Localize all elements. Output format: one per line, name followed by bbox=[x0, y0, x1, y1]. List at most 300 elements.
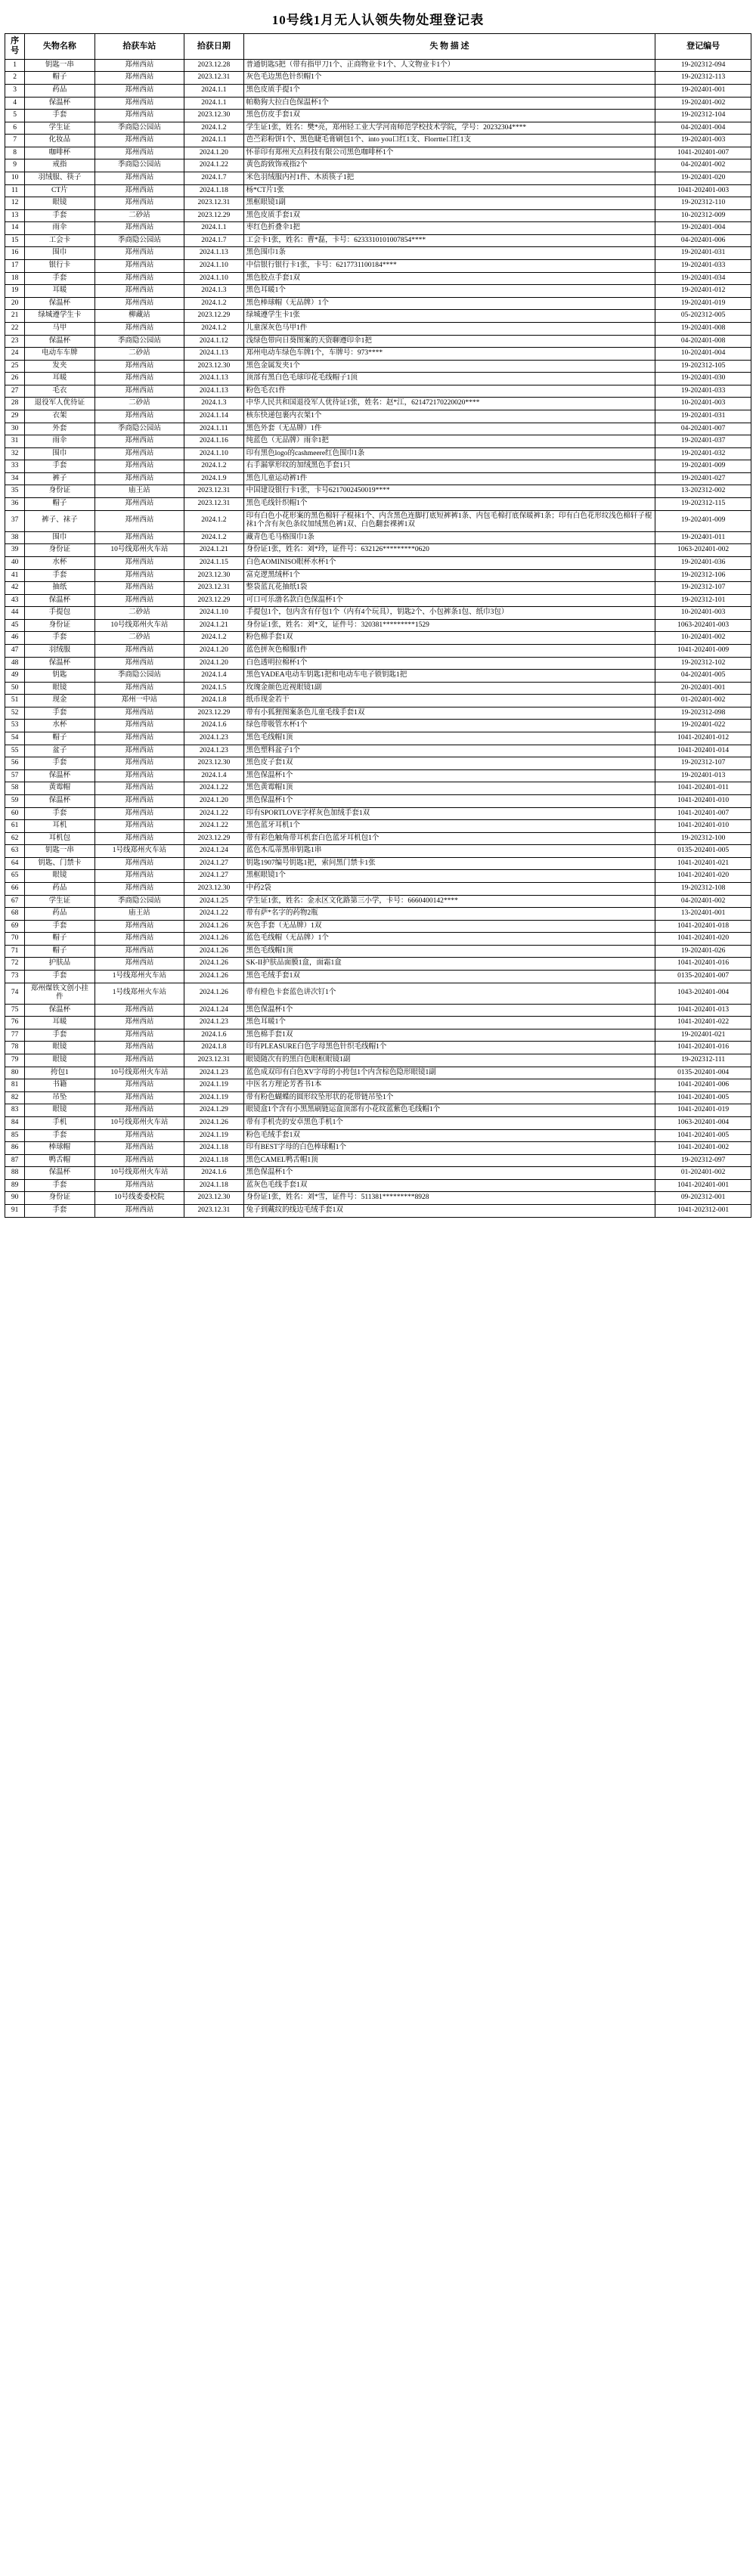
cell-item-name: 外套 bbox=[25, 423, 94, 435]
cell-item-name: 保温杯 bbox=[25, 769, 94, 782]
cell-description: 带有橙色卡套蓝色讲次钉1个 bbox=[243, 983, 655, 1004]
cell-date: 2024.1.10 bbox=[184, 260, 243, 273]
cell-index: 33 bbox=[5, 460, 25, 473]
cell-reg-number: 1041-202401-009 bbox=[655, 644, 751, 657]
cell-description: 粉色毛衣1件 bbox=[243, 385, 655, 398]
table-row bbox=[5, 385, 751, 398]
cell-reg-number: 1041-202401-016 bbox=[655, 958, 751, 971]
cell-index: 12 bbox=[5, 197, 25, 210]
cell-description: 钥匙1907编号钥匙1把，索问黑门禁卡1张 bbox=[243, 857, 655, 870]
cell-date: 2024.1.2 bbox=[184, 510, 243, 531]
cell-index: 83 bbox=[5, 1104, 25, 1117]
cell-description: 印有BEST字母的白色棒球帽1个 bbox=[243, 1142, 655, 1155]
cell-index: 14 bbox=[5, 222, 25, 235]
table-row bbox=[5, 820, 751, 833]
cell-reg-number: 19-202401-008 bbox=[655, 322, 751, 335]
cell-reg-number: 19-202312-115 bbox=[655, 498, 751, 511]
table-row bbox=[5, 272, 751, 285]
cell-item-name: 保温杯 bbox=[25, 297, 94, 310]
cell-station: 郑州西站 bbox=[94, 1017, 184, 1029]
cell-reg-number: 19-202312-110 bbox=[655, 197, 751, 210]
cell-item-name: 挎包1 bbox=[25, 1067, 94, 1079]
cell-reg-number: 19-202312-107 bbox=[655, 582, 751, 595]
table-row bbox=[5, 870, 751, 883]
cell-reg-number: 1041-202401-016 bbox=[655, 1042, 751, 1054]
cell-station: 郑州西站 bbox=[94, 794, 184, 807]
cell-description: 黑色保温杯1个 bbox=[243, 1004, 655, 1017]
cell-item-name: 身份证 bbox=[25, 1192, 94, 1205]
cell-station: 郑州西站 bbox=[94, 958, 184, 971]
cell-item-name: 钥匙一串 bbox=[25, 59, 94, 72]
table-row bbox=[5, 1129, 751, 1142]
cell-reg-number: 1041-202401-005 bbox=[655, 1091, 751, 1104]
cell-item-name: 钥匙、门禁卡 bbox=[25, 857, 94, 870]
cell-station: 郑州西站 bbox=[94, 682, 184, 695]
cell-index: 63 bbox=[5, 845, 25, 858]
cell-description: 蓝色成双印有白色XV字母的小挎包1个内含棕色隐形眼镜1副 bbox=[243, 1067, 655, 1079]
cell-index: 6 bbox=[5, 122, 25, 135]
table-row bbox=[5, 582, 751, 595]
cell-item-name: 鸭舌帽 bbox=[25, 1154, 94, 1167]
cell-index: 39 bbox=[5, 544, 25, 557]
cell-reg-number: 19-202401-034 bbox=[655, 272, 751, 285]
cell-reg-number: 1041-202401-007 bbox=[655, 147, 751, 159]
cell-date: 2024.1.20 bbox=[184, 794, 243, 807]
cell-index: 79 bbox=[5, 1054, 25, 1067]
cell-index: 31 bbox=[5, 435, 25, 448]
cell-date: 2023.12.31 bbox=[184, 1205, 243, 1218]
cell-item-name: 耳暖 bbox=[25, 373, 94, 385]
column-header-station: 拾获车站 bbox=[94, 34, 184, 60]
cell-description: 印有黑色logo的cashmeere红色围巾1条 bbox=[243, 447, 655, 460]
cell-description: 绿城遵学生卡1张 bbox=[243, 310, 655, 323]
table-row bbox=[5, 447, 751, 460]
cell-station: 郑州西站 bbox=[94, 460, 184, 473]
cell-index: 51 bbox=[5, 695, 25, 707]
cell-station: 郑州西站 bbox=[94, 172, 184, 185]
cell-reg-number: 19-202401-036 bbox=[655, 556, 751, 569]
cell-date: 2024.1.2 bbox=[184, 297, 243, 310]
cell-item-name: 帽子 bbox=[25, 933, 94, 946]
cell-date: 2024.1.23 bbox=[184, 732, 243, 745]
cell-station: 郑州西站 bbox=[94, 769, 184, 782]
cell-station: 郑州西站 bbox=[94, 882, 184, 895]
cell-description: 蓝灰色毛线手套1双 bbox=[243, 1179, 655, 1192]
cell-description: 中医名方理论芳香书1本 bbox=[243, 1079, 655, 1092]
cell-index: 41 bbox=[5, 569, 25, 582]
cell-station: 季商隐公园站 bbox=[94, 895, 184, 908]
cell-description: 黑色耳暖1个 bbox=[243, 1017, 655, 1029]
cell-date: 2024.1.11 bbox=[184, 423, 243, 435]
column-header-item-name: 失物名称 bbox=[25, 34, 94, 60]
table-row bbox=[5, 569, 751, 582]
cell-date: 2024.1.7 bbox=[184, 234, 243, 247]
table-row bbox=[5, 594, 751, 607]
cell-description: 顶部有黑白色毛球印花毛线帽子1顶 bbox=[243, 373, 655, 385]
cell-index: 26 bbox=[5, 373, 25, 385]
cell-item-name: 药品 bbox=[25, 84, 94, 97]
cell-reg-number: 1043-202401-004 bbox=[655, 983, 751, 1004]
cell-description: 黑色皮子套1双 bbox=[243, 757, 655, 770]
cell-station: 郑州西站 bbox=[94, 1079, 184, 1092]
cell-station: 郑州西站 bbox=[94, 1142, 184, 1155]
cell-station: 郑州一中站 bbox=[94, 695, 184, 707]
cell-date: 2024.1.26 bbox=[184, 920, 243, 933]
cell-description: 带有手机壳的安卓黑色手机1个 bbox=[243, 1116, 655, 1129]
cell-station: 郑州西站 bbox=[94, 870, 184, 883]
cell-reg-number: 19-202401-022 bbox=[655, 720, 751, 732]
cell-description: 黑框眼镜1个 bbox=[243, 870, 655, 883]
cell-description: 藏青色毛马格围巾1条 bbox=[243, 531, 655, 544]
cell-index: 59 bbox=[5, 794, 25, 807]
cell-station: 郑州西站 bbox=[94, 260, 184, 273]
cell-date: 2023.12.30 bbox=[184, 882, 243, 895]
cell-item-name: 水杯 bbox=[25, 556, 94, 569]
cell-reg-number: 1041-202401-003 bbox=[655, 184, 751, 197]
cell-index: 86 bbox=[5, 1142, 25, 1155]
cell-item-name: 手套 bbox=[25, 920, 94, 933]
cell-station: 郑州西站 bbox=[94, 745, 184, 757]
cell-index: 72 bbox=[5, 958, 25, 971]
cell-station: 1号线郑州火车站 bbox=[94, 845, 184, 858]
cell-index: 22 bbox=[5, 322, 25, 335]
cell-index: 30 bbox=[5, 423, 25, 435]
cell-description: 核东快递包裹内衣架1个 bbox=[243, 410, 655, 423]
cell-station: 10号线郑州火车站 bbox=[94, 619, 184, 632]
cell-description: 学生证1张，姓名：金永区文化路第三小学，卡号：6660400142**** bbox=[243, 895, 655, 908]
cell-description: 黑色胶点手套1双 bbox=[243, 272, 655, 285]
cell-date: 2023.12.31 bbox=[184, 1054, 243, 1067]
cell-station: 郑州西站 bbox=[94, 657, 184, 670]
cell-description: 身份证1张，姓名：刘*玲，证件号：632126*********0620 bbox=[243, 544, 655, 557]
cell-station: 二砂站 bbox=[94, 348, 184, 361]
cell-date: 2024.1.1 bbox=[184, 222, 243, 235]
cell-index: 7 bbox=[5, 135, 25, 147]
cell-description: 身份证1张，姓名：刘*雪，证件号：511381*********8928 bbox=[243, 1192, 655, 1205]
cell-reg-number: 04-202401-007 bbox=[655, 423, 751, 435]
cell-description: 黑色毛线针织帽1个 bbox=[243, 498, 655, 511]
cell-date: 2024.1.22 bbox=[184, 782, 243, 795]
cell-index: 71 bbox=[5, 945, 25, 958]
cell-index: 1 bbox=[5, 59, 25, 72]
cell-description: 学生证1张，姓名：樊*亮，郑州轻工业大学河南师范学校技术学院，学号：20232304**** bbox=[243, 122, 655, 135]
cell-item-name: 身份证 bbox=[25, 485, 94, 498]
cell-date: 2024.1.25 bbox=[184, 895, 243, 908]
cell-index: 78 bbox=[5, 1042, 25, 1054]
cell-description: 儿童深灰色马甲1件 bbox=[243, 322, 655, 335]
table-row bbox=[5, 1142, 751, 1155]
cell-date: 2023.12.31 bbox=[184, 197, 243, 210]
cell-reg-number: 1063-202401-004 bbox=[655, 1116, 751, 1129]
cell-index: 13 bbox=[5, 209, 25, 222]
cell-index: 77 bbox=[5, 1029, 25, 1042]
cell-reg-number: 19-202401-032 bbox=[655, 447, 751, 460]
cell-description: 可口可乐渤名款白色保温杯1个 bbox=[243, 594, 655, 607]
cell-reg-number: 19-202312-111 bbox=[655, 1054, 751, 1067]
cell-description: 黑色黄霉帽1顶 bbox=[243, 782, 655, 795]
cell-index: 57 bbox=[5, 769, 25, 782]
cell-item-name: 手套 bbox=[25, 1129, 94, 1142]
cell-description: 黑色毛线帽1顶 bbox=[243, 945, 655, 958]
table-row bbox=[5, 260, 751, 273]
table-row bbox=[5, 958, 751, 971]
cell-item-name: 身份证 bbox=[25, 544, 94, 557]
cell-description: 黑色耳暖1个 bbox=[243, 285, 655, 298]
cell-index: 5 bbox=[5, 110, 25, 122]
table-row bbox=[5, 234, 751, 247]
cell-date: 2023.12.31 bbox=[184, 485, 243, 498]
cell-reg-number: 19-202401-001 bbox=[655, 84, 751, 97]
cell-index: 54 bbox=[5, 732, 25, 745]
cell-reg-number: 01-202401-002 bbox=[655, 695, 751, 707]
cell-description: 中药2袋 bbox=[243, 882, 655, 895]
cell-date: 2024.1.9 bbox=[184, 472, 243, 485]
cell-index: 3 bbox=[5, 84, 25, 97]
cell-index: 46 bbox=[5, 632, 25, 645]
cell-reg-number: 1041-202401-010 bbox=[655, 820, 751, 833]
cell-item-name: 手套 bbox=[25, 569, 94, 582]
cell-index: 36 bbox=[5, 498, 25, 511]
table-row bbox=[5, 945, 751, 958]
cell-item-name: 盆子 bbox=[25, 745, 94, 757]
cell-date: 2024.1.14 bbox=[184, 410, 243, 423]
cell-item-name: 眼镜 bbox=[25, 1054, 94, 1067]
table-row bbox=[5, 1029, 751, 1042]
cell-date: 2024.1.22 bbox=[184, 908, 243, 921]
table-row bbox=[5, 348, 751, 361]
cell-item-name: 手套 bbox=[25, 757, 94, 770]
cell-index: 50 bbox=[5, 682, 25, 695]
cell-date: 2024.1.22 bbox=[184, 159, 243, 172]
cell-station: 郑州西站 bbox=[94, 373, 184, 385]
cell-index: 28 bbox=[5, 398, 25, 410]
cell-date: 2023.12.30 bbox=[184, 360, 243, 373]
cell-description: 芭苎彩粉饼1个、黑色睫毛膏刷包1个、into you口红1支、Florrtte口红1支 bbox=[243, 135, 655, 147]
cell-date: 2024.1.2 bbox=[184, 322, 243, 335]
cell-index: 23 bbox=[5, 335, 25, 348]
table-row bbox=[5, 460, 751, 473]
cell-item-name: 手套 bbox=[25, 807, 94, 820]
table-row bbox=[5, 1104, 751, 1117]
cell-reg-number: 20-202401-001 bbox=[655, 682, 751, 695]
table-body bbox=[5, 59, 751, 1217]
cell-station: 郑州西站 bbox=[94, 272, 184, 285]
cell-index: 52 bbox=[5, 707, 25, 720]
cell-item-name: 电动车车牌 bbox=[25, 348, 94, 361]
cell-reg-number: 1041-202401-018 bbox=[655, 920, 751, 933]
cell-date: 2024.1.16 bbox=[184, 435, 243, 448]
table-row bbox=[5, 632, 751, 645]
cell-index: 37 bbox=[5, 510, 25, 531]
cell-station: 郑州西站 bbox=[94, 920, 184, 933]
cell-date: 2023.12.31 bbox=[184, 498, 243, 511]
table-row bbox=[5, 895, 751, 908]
cell-index: 90 bbox=[5, 1192, 25, 1205]
cell-reg-number: 1063-202401-002 bbox=[655, 544, 751, 557]
table-row bbox=[5, 757, 751, 770]
table-row bbox=[5, 556, 751, 569]
cell-station: 郑州西站 bbox=[94, 1205, 184, 1218]
cell-item-name: 帽子 bbox=[25, 945, 94, 958]
table-row bbox=[5, 84, 751, 97]
cell-reg-number: 0135-202401-005 bbox=[655, 845, 751, 858]
cell-reg-number: 04-202401-008 bbox=[655, 335, 751, 348]
table-row bbox=[5, 59, 751, 72]
cell-description: 灰色手套（无品牌）1双 bbox=[243, 920, 655, 933]
cell-station: 二砂站 bbox=[94, 209, 184, 222]
cell-reg-number: 13-202401-001 bbox=[655, 908, 751, 921]
cell-station: 柳藏站 bbox=[94, 310, 184, 323]
column-header-index: 序号 bbox=[5, 34, 25, 60]
cell-station: 郑州西站 bbox=[94, 1091, 184, 1104]
table-row bbox=[5, 857, 751, 870]
cell-station: 郑州西站 bbox=[94, 1029, 184, 1042]
cell-station: 郑州西站 bbox=[94, 197, 184, 210]
table-row bbox=[5, 159, 751, 172]
cell-station: 郑州西站 bbox=[94, 222, 184, 235]
column-header-reg-number: 登记编号 bbox=[655, 34, 751, 60]
cell-reg-number: 19-202401-033 bbox=[655, 260, 751, 273]
cell-station: 郑州西站 bbox=[94, 832, 184, 845]
cell-date: 2024.1.23 bbox=[184, 1067, 243, 1079]
cell-reg-number: 1041-202401-021 bbox=[655, 857, 751, 870]
table-row bbox=[5, 335, 751, 348]
cell-date: 2024.1.1 bbox=[184, 97, 243, 110]
cell-description: 黑色棒球帽（无品牌）1个 bbox=[243, 297, 655, 310]
cell-description: 黑色棉手套1双 bbox=[243, 1029, 655, 1042]
cell-date: 2024.1.7 bbox=[184, 172, 243, 185]
cell-station: 郑州西站 bbox=[94, 285, 184, 298]
cell-item-name: 眼镜 bbox=[25, 682, 94, 695]
cell-description: 灰色毛边黑色针织帽1个 bbox=[243, 72, 655, 85]
table-row bbox=[5, 222, 751, 235]
cell-station: 季商隐公园站 bbox=[94, 234, 184, 247]
cell-item-name: 手套 bbox=[25, 707, 94, 720]
cell-index: 68 bbox=[5, 908, 25, 921]
table-row bbox=[5, 285, 751, 298]
cell-station: 季商隐公园站 bbox=[94, 122, 184, 135]
cell-date: 2024.1.19 bbox=[184, 1079, 243, 1092]
cell-station: 季商隐公园站 bbox=[94, 670, 184, 683]
cell-item-name: 雨伞 bbox=[25, 435, 94, 448]
table-row bbox=[5, 122, 751, 135]
cell-date: 2024.1.21 bbox=[184, 544, 243, 557]
cell-reg-number: 19-202401-004 bbox=[655, 222, 751, 235]
cell-reg-number: 1041-202401-010 bbox=[655, 794, 751, 807]
cell-station: 郑州西站 bbox=[94, 1129, 184, 1142]
table-row bbox=[5, 172, 751, 185]
cell-item-name: 保温杯 bbox=[25, 594, 94, 607]
table-row bbox=[5, 1067, 751, 1079]
cell-date: 2023.12.30 bbox=[184, 569, 243, 582]
cell-index: 53 bbox=[5, 720, 25, 732]
table-row bbox=[5, 619, 751, 632]
table-row bbox=[5, 769, 751, 782]
cell-description: 身份证1张，姓名：刘*文，证件号：320381*********1529 bbox=[243, 619, 655, 632]
cell-description: 带有彩色触角带耳机套白色蓝牙耳机包1个 bbox=[243, 832, 655, 845]
table-row bbox=[5, 933, 751, 946]
cell-item-name: 眼镜 bbox=[25, 1104, 94, 1117]
cell-description: 浅绿色带向日葵图案的天资聊遵印伞1把 bbox=[243, 335, 655, 348]
cell-item-name: 绿城遵学生卡 bbox=[25, 310, 94, 323]
cell-date: 2024.1.26 bbox=[184, 958, 243, 971]
table-row bbox=[5, 1042, 751, 1054]
cell-station: 郑州西站 bbox=[94, 569, 184, 582]
cell-item-name: 帽子 bbox=[25, 498, 94, 511]
cell-description: 白色AOMINISO眼杯水杯1个 bbox=[243, 556, 655, 569]
cell-item-name: 药品 bbox=[25, 882, 94, 895]
cell-item-name: 裤子、袜子 bbox=[25, 510, 94, 531]
cell-index: 85 bbox=[5, 1129, 25, 1142]
cell-date: 2024.1.20 bbox=[184, 147, 243, 159]
table-row bbox=[5, 472, 751, 485]
cell-date: 2024.1.4 bbox=[184, 769, 243, 782]
cell-reg-number: 1041-202312-001 bbox=[655, 1205, 751, 1218]
cell-date: 2024.1.4 bbox=[184, 670, 243, 683]
cell-item-name: 马甲 bbox=[25, 322, 94, 335]
cell-reg-number: 04-202401-004 bbox=[655, 122, 751, 135]
cell-description: 郑州电动车绿色车牌1个，车牌号：973**** bbox=[243, 348, 655, 361]
cell-station: 郑州西站 bbox=[94, 1054, 184, 1067]
cell-item-name: 手套 bbox=[25, 632, 94, 645]
table-row bbox=[5, 135, 751, 147]
cell-date: 2024.1.26 bbox=[184, 983, 243, 1004]
cell-index: 69 bbox=[5, 920, 25, 933]
table-row bbox=[5, 1167, 751, 1180]
cell-date: 2024.1.2 bbox=[184, 122, 243, 135]
table-row bbox=[5, 682, 751, 695]
cell-item-name: 眼镜 bbox=[25, 870, 94, 883]
cell-station: 郑州西站 bbox=[94, 644, 184, 657]
cell-item-name: 手机 bbox=[25, 1116, 94, 1129]
cell-station: 郑州西站 bbox=[94, 1042, 184, 1054]
cell-station: 郑州西站 bbox=[94, 1004, 184, 1017]
cell-reg-number: 19-202401-003 bbox=[655, 135, 751, 147]
cell-description: 印有PLEASURE白色字母黑色针织毛线帽1个 bbox=[243, 1042, 655, 1054]
cell-index: 55 bbox=[5, 745, 25, 757]
table-row bbox=[5, 209, 751, 222]
table-row bbox=[5, 732, 751, 745]
cell-index: 11 bbox=[5, 184, 25, 197]
cell-description: 手提包1个，包内含有仔包1个（内有4个玩具），钥匙2个、小包裤条1包、纸巾3包） bbox=[243, 607, 655, 620]
cell-index: 87 bbox=[5, 1154, 25, 1167]
cell-reg-number: 19-202312-107 bbox=[655, 757, 751, 770]
table-row bbox=[5, 983, 751, 1004]
cell-item-name: CT片 bbox=[25, 184, 94, 197]
table-row bbox=[5, 882, 751, 895]
cell-description: 黑色毛线帽1顶 bbox=[243, 732, 655, 745]
cell-date: 2024.1.3 bbox=[184, 398, 243, 410]
cell-reg-number: 0135-202401-004 bbox=[655, 1067, 751, 1079]
cell-item-name: 保温杯 bbox=[25, 1004, 94, 1017]
cell-description: 带有萨*名字的药物2瓶 bbox=[243, 908, 655, 921]
cell-description: 怀菲印有郑州天点科技有限公司黑色咖啡杯1个 bbox=[243, 147, 655, 159]
cell-date: 2024.1.2 bbox=[184, 632, 243, 645]
cell-index: 24 bbox=[5, 348, 25, 361]
table-row bbox=[5, 1116, 751, 1129]
table-row bbox=[5, 720, 751, 732]
cell-item-name: 手套 bbox=[25, 110, 94, 122]
cell-item-name: 手提包 bbox=[25, 607, 94, 620]
cell-item-name: 耳机 bbox=[25, 820, 94, 833]
cell-reg-number: 10-202312-009 bbox=[655, 209, 751, 222]
cell-item-name: 围巾 bbox=[25, 447, 94, 460]
table-row bbox=[5, 644, 751, 657]
lost-property-table bbox=[5, 33, 751, 1218]
table-row bbox=[5, 845, 751, 858]
cell-reg-number: 19-202312-104 bbox=[655, 110, 751, 122]
cell-item-name: 围巾 bbox=[25, 247, 94, 260]
